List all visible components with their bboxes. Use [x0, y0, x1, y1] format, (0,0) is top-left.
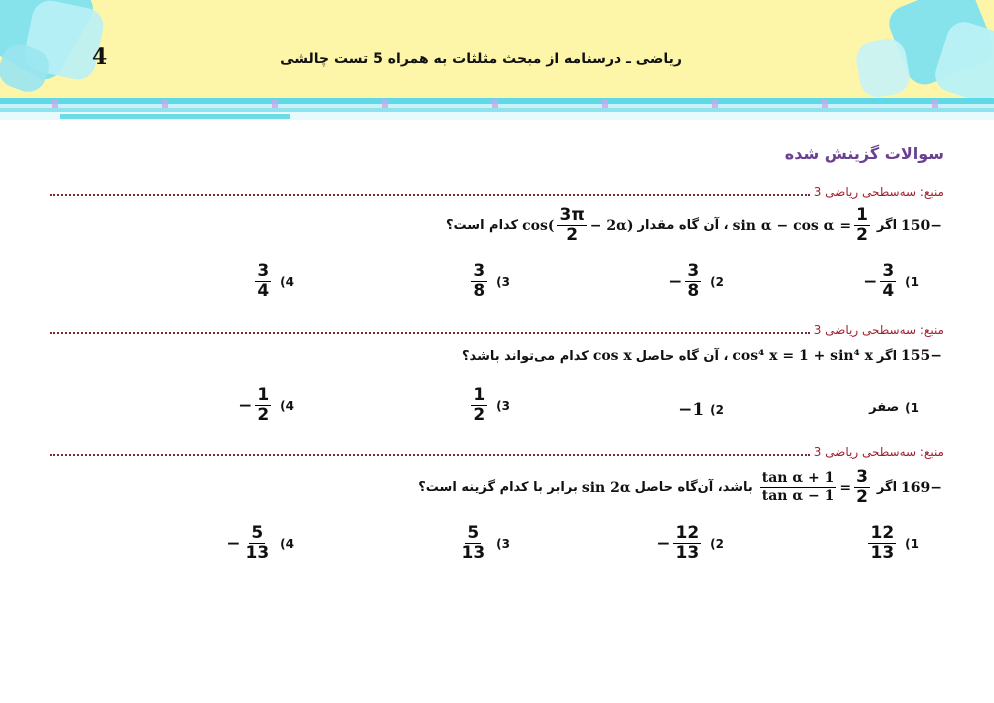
page-number: 4: [92, 44, 108, 70]
fraction: $\frac{12}{13}$: [675, 523, 700, 563]
dotted-rule: [50, 184, 810, 196]
source-line: [50, 322, 944, 340]
condition: $\frac{\text{tan α + 1}}{\text{tan α − 1}}$ = $\frac{3}{2}$: [761, 467, 868, 507]
question-155: [462, 348, 942, 364]
fraction: $\frac{3}{4}$: [257, 261, 270, 301]
source-label: منبع: سه‌سطحی ریاضی 3: [813, 445, 944, 459]
dotted-rule: [50, 444, 810, 456]
fraction: $\frac{1}{2}$: [473, 385, 486, 425]
question-text: اگر: [876, 348, 898, 364]
source-line: [50, 444, 944, 462]
question-150: [446, 206, 942, 245]
option-4[interactable]: 4) $\frac{3}{4}$: [257, 261, 294, 301]
condition: cos⁴ x = 1 + sin⁴ x: [732, 348, 873, 364]
fraction: $\frac{12}{13}$: [870, 523, 895, 563]
page-header: [0, 0, 994, 98]
option-3[interactable]: 3) $\frac{1}{2}$: [473, 385, 510, 425]
question-text: کدام می‌تواند باشد؟: [462, 348, 589, 364]
option-3[interactable]: 3) $\frac{5}{13}$: [461, 523, 510, 563]
question-text: باشد، آن‌گاه حاصل: [634, 480, 753, 496]
fraction: $\frac{5}{13}$: [245, 523, 270, 563]
condition: sin α − cos α = $\frac{1}{2}$: [732, 205, 868, 245]
source-label: منبع: سه‌سطحی ریاضی 3: [813, 323, 944, 337]
question-text: کدام است؟: [445, 218, 519, 234]
source-label: منبع: سه‌سطحی ریاضی 3: [813, 185, 944, 199]
document-title: ریاضی ـ درسنامه از مبحث مثلثات به همراه 5 تست چالشی: [280, 51, 682, 67]
expression: cos x: [592, 348, 632, 364]
header-stripe-pattern: [0, 100, 994, 108]
section-title: سوالات گزینش شده: [784, 144, 944, 163]
option-1[interactable]: 1) صفر: [869, 400, 919, 415]
question-text: ، آن گاه مقدار: [637, 218, 729, 234]
fraction: $\frac{3}{2}$: [856, 467, 868, 507]
fraction: $\frac{3}{8}$: [473, 261, 486, 301]
fraction: $\frac{3}{4}$: [882, 261, 895, 301]
question-number: 150 −: [901, 217, 942, 234]
question-text: برابر با کدام گزینه است؟: [418, 480, 578, 496]
option-3[interactable]: 3) $\frac{3}{8}$: [473, 261, 510, 301]
header-stripe-bar: [60, 114, 290, 119]
expression: cos( $\frac{3\pi}{2}$ − 2α): [522, 205, 634, 245]
option-4[interactable]: 4) − $\frac{5}{13}$: [226, 523, 294, 563]
option-4[interactable]: 4) − $\frac{1}{2}$: [238, 385, 294, 425]
fraction: $\frac{3\pi}{2}$: [559, 205, 585, 245]
question-text: اگر: [876, 480, 898, 496]
question-number: 169 −: [901, 479, 942, 496]
option-2[interactable]: 2) −1: [678, 400, 724, 420]
expression: sin 2α: [581, 479, 631, 496]
option-1[interactable]: 1) $\frac{12}{13}$: [870, 523, 919, 563]
dotted-rule: [50, 322, 810, 334]
source-line: [50, 184, 944, 202]
question-number: 155 −: [901, 348, 942, 364]
fraction: $\frac{1}{2}$: [856, 205, 868, 245]
question-text: ، آن گاه حاصل: [635, 348, 729, 364]
option-1[interactable]: 1) − $\frac{3}{4}$: [863, 261, 919, 301]
fraction: $\frac{3}{8}$: [687, 261, 700, 301]
option-2[interactable]: 2) − $\frac{12}{13}$: [656, 523, 724, 563]
question-text: اگر: [876, 218, 898, 234]
fraction: $\frac{5}{13}$: [461, 523, 486, 563]
fraction: $\frac{1}{2}$: [257, 385, 270, 425]
option-2[interactable]: 2) − $\frac{3}{8}$: [668, 261, 724, 301]
question-169: [418, 468, 942, 507]
fraction: $\frac{\text{tan α + 1}}{\text{tan α − 1}}$: [761, 470, 835, 504]
